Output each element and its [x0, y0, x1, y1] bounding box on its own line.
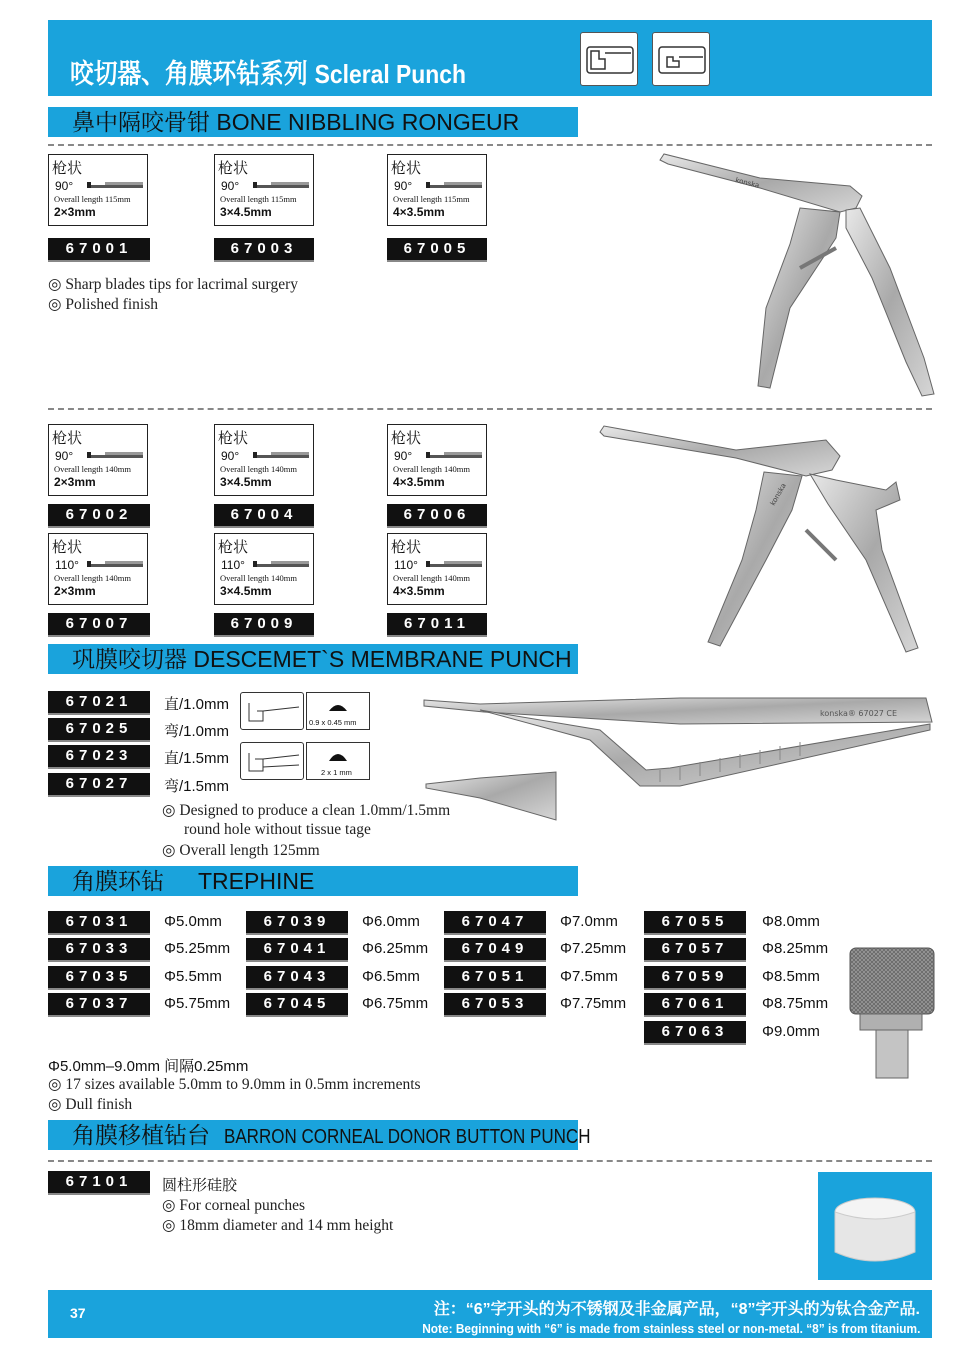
- product-code: 67047: [444, 911, 546, 935]
- punch-label: 弯/1.5mm: [164, 778, 230, 795]
- spec-label: 枪状: [391, 429, 422, 447]
- spec-box: [387, 533, 487, 605]
- trephine-image: [846, 944, 938, 1084]
- spec-box: [387, 154, 487, 226]
- section-bar-rongeur: [48, 107, 578, 137]
- spec-length: Overall length 140mm: [54, 464, 131, 474]
- product-code: 67061: [644, 993, 746, 1017]
- descemet-punch-image: [420, 690, 940, 830]
- spec-angle: 110°: [221, 558, 245, 572]
- spec-label: 枪状: [391, 538, 422, 556]
- spec-length: Overall length 115mm: [393, 194, 470, 204]
- rongeur-image-115: [640, 148, 940, 400]
- spec-angle: 110°: [55, 558, 79, 572]
- punch-label: 弯/1.0mm: [164, 723, 230, 740]
- product-code: 67007: [48, 613, 150, 637]
- trephine-size: Φ8.0mm: [762, 913, 820, 930]
- divider: [48, 144, 932, 146]
- punch-label: 直/1.0mm: [164, 696, 230, 713]
- spec-angle: 110°: [394, 558, 418, 572]
- spec-box: [214, 424, 314, 496]
- spec-length: Overall length 140mm: [220, 573, 297, 583]
- product-code: 67037: [48, 993, 150, 1017]
- spec-length: Overall length 140mm: [393, 464, 470, 474]
- spec-size: 3×4.5mm: [220, 205, 272, 219]
- spec-label: 枪状: [218, 159, 249, 177]
- tip-diagram: [253, 180, 309, 189]
- spec-angle: 90°: [55, 179, 74, 193]
- section-bar-descemet: [48, 644, 578, 674]
- spec-size: 2×3mm: [54, 205, 96, 219]
- product-code: 67039: [246, 911, 348, 935]
- spec-angle: 90°: [55, 449, 74, 463]
- product-code: 67025: [48, 718, 150, 742]
- spec-label: 枪状: [52, 538, 83, 556]
- barron-bullet-1: ◎ For corneal punches: [162, 1197, 306, 1214]
- punch-dim-1: 0.9 x 0.45 mm: [309, 718, 357, 727]
- section-title-barron: [48, 1120, 591, 1152]
- silicone-block-image: [818, 1172, 932, 1280]
- product-code: 67035: [48, 966, 150, 990]
- punch-hole-diagram-1: [306, 692, 370, 730]
- product-code: 67004: [214, 504, 314, 528]
- spec-box: [214, 154, 314, 226]
- product-code: 67009: [214, 613, 314, 637]
- trephine-size: Φ6.5mm: [362, 968, 420, 985]
- tip-diagram: [253, 559, 309, 568]
- product-code: 67003: [214, 238, 314, 262]
- spec-label: 枪状: [52, 159, 83, 177]
- product-code: 67002: [48, 504, 150, 528]
- spec-length: Overall length 140mm: [220, 464, 297, 474]
- product-code: 67055: [644, 911, 746, 935]
- barron-bullet-2: ◎ 18mm diameter and 14 mm height: [162, 1217, 394, 1234]
- page-number: 37: [70, 1305, 86, 1321]
- trephine-size: Φ5.5mm: [164, 968, 222, 985]
- spec-box: [214, 533, 314, 605]
- trephine-size: Φ7.75mm: [560, 995, 627, 1012]
- punch-dim-2: 2 x 1 mm: [321, 768, 352, 777]
- trephine-size: Φ9.0mm: [762, 1023, 820, 1040]
- trephine-size: Φ6.75mm: [362, 995, 429, 1012]
- product-code: 67059: [644, 966, 746, 990]
- spec-angle: 90°: [221, 449, 240, 463]
- barron-title-cn: 角膜移植钻台: [72, 1122, 210, 1148]
- product-code: 67063: [644, 1021, 746, 1045]
- spec-size: 2×3mm: [54, 584, 96, 598]
- tip-diagram: [87, 559, 143, 568]
- rongeur-bullet-2: ◎ Polished finish: [48, 296, 158, 313]
- tip-diagram: [426, 180, 482, 189]
- section-title-descemet: 巩膜咬切器 DESCEMET`S MEMBRANE PUNCH: [72, 646, 572, 672]
- trephine-size: Φ8.5mm: [762, 968, 820, 985]
- spec-size: 2×3mm: [54, 475, 96, 489]
- tip-diagram: [87, 450, 143, 459]
- barron-label: 圆柱形硅胶: [162, 1177, 238, 1194]
- punch-tip-diagram-2: [240, 742, 304, 780]
- trephine-size: Φ8.25mm: [762, 940, 829, 957]
- section-bar-trephine: [48, 866, 578, 896]
- divider: [48, 1160, 932, 1162]
- product-code: 67041: [246, 938, 348, 962]
- spec-size: 3×4.5mm: [220, 584, 272, 598]
- trephine-size: Φ8.75mm: [762, 995, 829, 1012]
- product-code: 67023: [48, 745, 150, 769]
- product-code: 67051: [444, 966, 546, 990]
- barron-title-en: BARRON CORNEAL DONOR BUTTON PUNCH: [224, 1126, 591, 1148]
- product-code: 67057: [644, 938, 746, 962]
- trephine-size: Φ6.0mm: [362, 913, 420, 930]
- section-title-rongeur: 鼻中隔咬骨钳 BONE NIBBLING RONGEUR: [72, 109, 520, 135]
- section-title-trephine: [48, 866, 578, 896]
- footer-note-en: Note: Beginning with “6” is made from stainless steel or non-metal. “8” is from titanium.: [421, 1322, 920, 1336]
- punch-bullet-3: ◎ Overall length 125mm: [162, 842, 320, 859]
- spec-length: Overall length 140mm: [393, 573, 470, 583]
- punch-bullet-1: ◎ Designed to produce a clean 1.0mm/1.5mm: [162, 802, 451, 819]
- page-title: [70, 52, 466, 91]
- spec-size: 4×3.5mm: [393, 205, 445, 219]
- trephine-title-cn: 角膜环钻: [72, 868, 164, 894]
- divider: [48, 408, 932, 410]
- spec-length: Overall length 115mm: [54, 194, 131, 204]
- product-code: 67101: [48, 1171, 150, 1195]
- tip-diagram: [253, 450, 309, 459]
- product-code: 67011: [387, 613, 487, 637]
- rongeur-bullet-1: ◎ Sharp blades tips for lacrimal surgery: [48, 276, 298, 293]
- tip-diagram: [426, 450, 482, 459]
- spec-angle: 90°: [221, 179, 240, 193]
- spec-size: 4×3.5mm: [393, 475, 445, 489]
- trephine-size: Φ7.5mm: [560, 968, 618, 985]
- spec-box: [48, 533, 148, 605]
- footer-note-cn: 注：“6”字开头的为不锈钢及非金属产品，“8”字开头的为钛合金产品.: [433, 1301, 920, 1318]
- trephine-note-3: ◎ Dull finish: [48, 1096, 133, 1113]
- rongeur-image-140: [596, 420, 926, 660]
- spec-box: [387, 424, 487, 496]
- trephine-size: Φ6.25mm: [362, 940, 429, 957]
- punch-tip-icon-2: [652, 32, 710, 86]
- punch-label: 直/1.5mm: [164, 750, 230, 767]
- spec-angle: 90°: [394, 449, 413, 463]
- spec-label: 枪状: [391, 159, 422, 177]
- spec-length: Overall length 115mm: [220, 194, 297, 204]
- spec-angle: 90°: [394, 179, 413, 193]
- trephine-note-2: ◎ 17 sizes available 5.0mm to 9.0mm in 0.5mm increments: [48, 1076, 421, 1093]
- product-code: 67031: [48, 911, 150, 935]
- rongeur-engraving: konska: [734, 176, 761, 190]
- spec-length: Overall length 140mm: [54, 573, 131, 583]
- spec-size: 3×4.5mm: [220, 475, 272, 489]
- product-code: 67027: [48, 773, 150, 797]
- tip-diagram: [426, 559, 482, 568]
- tip-diagram: [87, 180, 143, 189]
- product-code: 67043: [246, 966, 348, 990]
- product-code: 67053: [444, 993, 546, 1017]
- punch-tip-diagram-1: [240, 692, 304, 730]
- title-en: Scleral Punch: [314, 59, 466, 89]
- trephine-size: Φ5.0mm: [164, 913, 222, 930]
- punch-bullet-2: round hole without tissue tage: [184, 821, 371, 838]
- trephine-title-en: TREPHINE: [198, 868, 315, 894]
- spec-label: 枪状: [52, 429, 83, 447]
- title-cn: 咬切器、角膜环钻系列: [70, 59, 308, 89]
- product-code: 67049: [444, 938, 546, 962]
- trephine-size: Φ5.75mm: [164, 995, 231, 1012]
- spec-box: [48, 154, 148, 226]
- product-code: 67005: [387, 238, 487, 262]
- spec-box: [48, 424, 148, 496]
- product-code: 67021: [48, 691, 150, 715]
- punch-tip-icon: [580, 32, 638, 86]
- product-code: 67006: [387, 504, 487, 528]
- punch-hole-diagram-2: [306, 742, 370, 780]
- spec-size: 4×3.5mm: [393, 584, 445, 598]
- rongeur-engraving-2: konska: [768, 481, 788, 507]
- trephine-size: Φ7.0mm: [560, 913, 618, 930]
- product-code: 67033: [48, 938, 150, 962]
- punch-engraving: konska® 67027 CE: [820, 709, 898, 718]
- section-bar-barron: [48, 1120, 591, 1150]
- product-code: 67001: [48, 238, 150, 262]
- spec-label: 枪状: [218, 538, 249, 556]
- trephine-note-1: Φ5.0mm–9.0mm 间隔0.25mm: [48, 1058, 249, 1075]
- product-code: 67045: [246, 993, 348, 1017]
- trephine-size: Φ5.25mm: [164, 940, 231, 957]
- trephine-size: Φ7.25mm: [560, 940, 627, 957]
- spec-label: 枪状: [218, 429, 249, 447]
